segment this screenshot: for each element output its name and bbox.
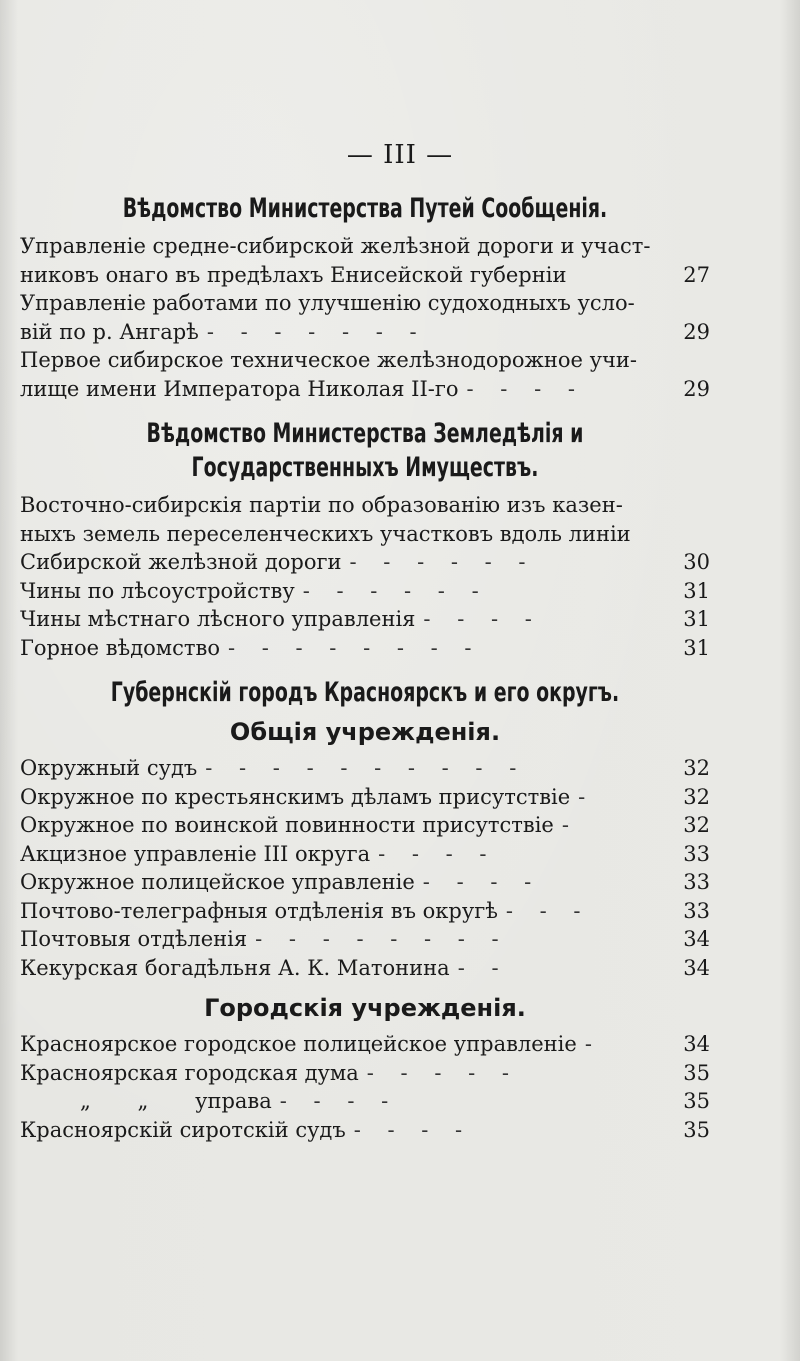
toc-entry <box>20 232 710 289</box>
page-number: 29 <box>683 319 710 344</box>
toc-entry <box>20 783 710 812</box>
dot-leader: - - - - - - - - <box>227 635 482 660</box>
entry-line: Сибирской желѣзной дороги <box>20 550 342 574</box>
page-number: 35 <box>683 1117 710 1142</box>
entry-line: Управленіе работами по улучшенію судоходныхъ усло- <box>20 291 635 315</box>
toc-entry <box>20 1087 710 1116</box>
toc-entry <box>20 1030 710 1059</box>
dot-leader: - - - - <box>378 841 497 866</box>
subsection-title: Общія учрежденія. <box>229 718 501 746</box>
entry-label: Окружное по крестьянскимъ дѣламъ присутствіе <box>20 784 571 809</box>
subsection-title: Городскія учрежденія. <box>204 994 526 1022</box>
section-title: Губернскій городъ Красноярскъ и его округъ. <box>110 677 620 708</box>
dot-leader: - - - <box>505 898 591 923</box>
page-number: 35 <box>683 1060 710 1085</box>
page-number: 29 <box>683 376 710 401</box>
dot-leader: - - - - - - <box>349 550 536 574</box>
dot-leader: - - <box>457 955 509 980</box>
section-title: Вѣдомство Министерства Путей Сообщенія. <box>122 193 608 224</box>
toc-entry <box>20 491 710 577</box>
dot-leader: - - - - - <box>366 1060 519 1085</box>
entry-line: Управленіе средне-сибирской желѣзной дороги и участ- <box>20 234 651 258</box>
toc-entry <box>20 577 710 606</box>
page-number: 35 <box>683 1089 710 1113</box>
page-number: 27 <box>683 262 710 287</box>
page-number: 32 <box>683 756 710 780</box>
dot-leader: - - - - - - - <box>206 319 427 344</box>
page-number: 31 <box>683 578 710 603</box>
page-number: 32 <box>683 813 710 837</box>
entry-label: „ „ управа <box>80 1089 272 1113</box>
toc-entry <box>20 868 710 897</box>
toc-entry <box>20 754 710 783</box>
entry-label: Красноярское городское полицейское управленіе <box>20 1032 577 1056</box>
entry-label: Горное вѣдомство <box>20 635 220 660</box>
dot-leader: - - - - <box>423 607 542 631</box>
entry-line: вій по р. Ангарѣ <box>20 319 199 344</box>
entry-line: Восточно-сибирскія партіи по образованію изъ казен- <box>20 493 623 517</box>
toc-entry <box>20 925 710 954</box>
page-number: 34 <box>683 955 710 980</box>
entry-label: Акцизное управленіе III округа <box>20 841 371 866</box>
entry-label: Окружный судъ <box>20 756 198 780</box>
section-title: Вѣдомство Министерства Земледѣлія и Государственныхъ Имуществъ. <box>146 418 584 483</box>
entry-label: Почтовыя отдѣленія <box>20 927 248 951</box>
toc-entry <box>20 605 710 634</box>
page-number: 33 <box>683 870 710 894</box>
toc-entry <box>20 289 710 346</box>
toc-entry <box>20 811 710 840</box>
page-number: 34 <box>683 927 710 951</box>
entry-label: Почтово-телеграфныя отдѣленія въ округѣ <box>20 898 498 923</box>
page-number: 32 <box>683 784 710 809</box>
entry-label: Кекурская богадѣльня А. К. Матонина <box>20 955 450 980</box>
entry-label: Красноярскій сиротскій судъ <box>20 1117 346 1142</box>
page-number: 31 <box>683 635 710 660</box>
page-number: 34 <box>683 1032 710 1056</box>
page-number: 30 <box>683 550 710 574</box>
toc-entry <box>20 1116 710 1145</box>
entry-label: Окружное по воинской повинности присутствіе <box>20 813 554 837</box>
dot-leader: - - - - <box>466 376 585 401</box>
dot-leader: - <box>578 784 596 809</box>
entry-line: Первое сибирское техническое желѣзнодорожное учи- <box>20 348 637 372</box>
table-of-contents <box>20 192 710 1144</box>
toc-entry <box>20 840 710 869</box>
dot-leader: - - - - - - <box>302 578 489 603</box>
dot-leader: - - - - <box>353 1117 473 1142</box>
page-header: — III — <box>346 140 454 170</box>
dot-leader: - <box>584 1032 602 1056</box>
dot-leader: - <box>561 813 579 837</box>
toc-entry <box>20 634 710 663</box>
entry-line: никовъ онаго въ предѣлахъ Енисейской губерніи <box>20 262 567 287</box>
entry-line: лище имени Императора Николая II-го <box>20 376 459 401</box>
dot-leader: - - - - - - - - - - <box>205 756 527 780</box>
dot-leader: - - - - - - - - <box>255 927 509 951</box>
toc-entry <box>20 1059 710 1088</box>
toc-entry <box>20 346 710 403</box>
entry-label: Чины мѣстнаго лѣсного управленія <box>20 607 416 631</box>
toc-entry <box>20 897 710 926</box>
entry-label: Окружное полицейское управленіе <box>20 870 415 894</box>
entry-label: Чины по лѣсоустройству <box>20 578 295 603</box>
page-number: 33 <box>683 898 710 923</box>
dot-leader: - - - - <box>422 870 542 894</box>
page-number: 31 <box>683 607 710 631</box>
dot-leader: - - - - <box>279 1089 399 1113</box>
entry-label: Красноярская городская дума <box>20 1060 359 1085</box>
toc-entry <box>20 954 710 983</box>
entry-line: ныхъ земель переселенческихъ участковъ вдоль линіи <box>20 521 631 546</box>
page-number: 33 <box>683 841 710 866</box>
